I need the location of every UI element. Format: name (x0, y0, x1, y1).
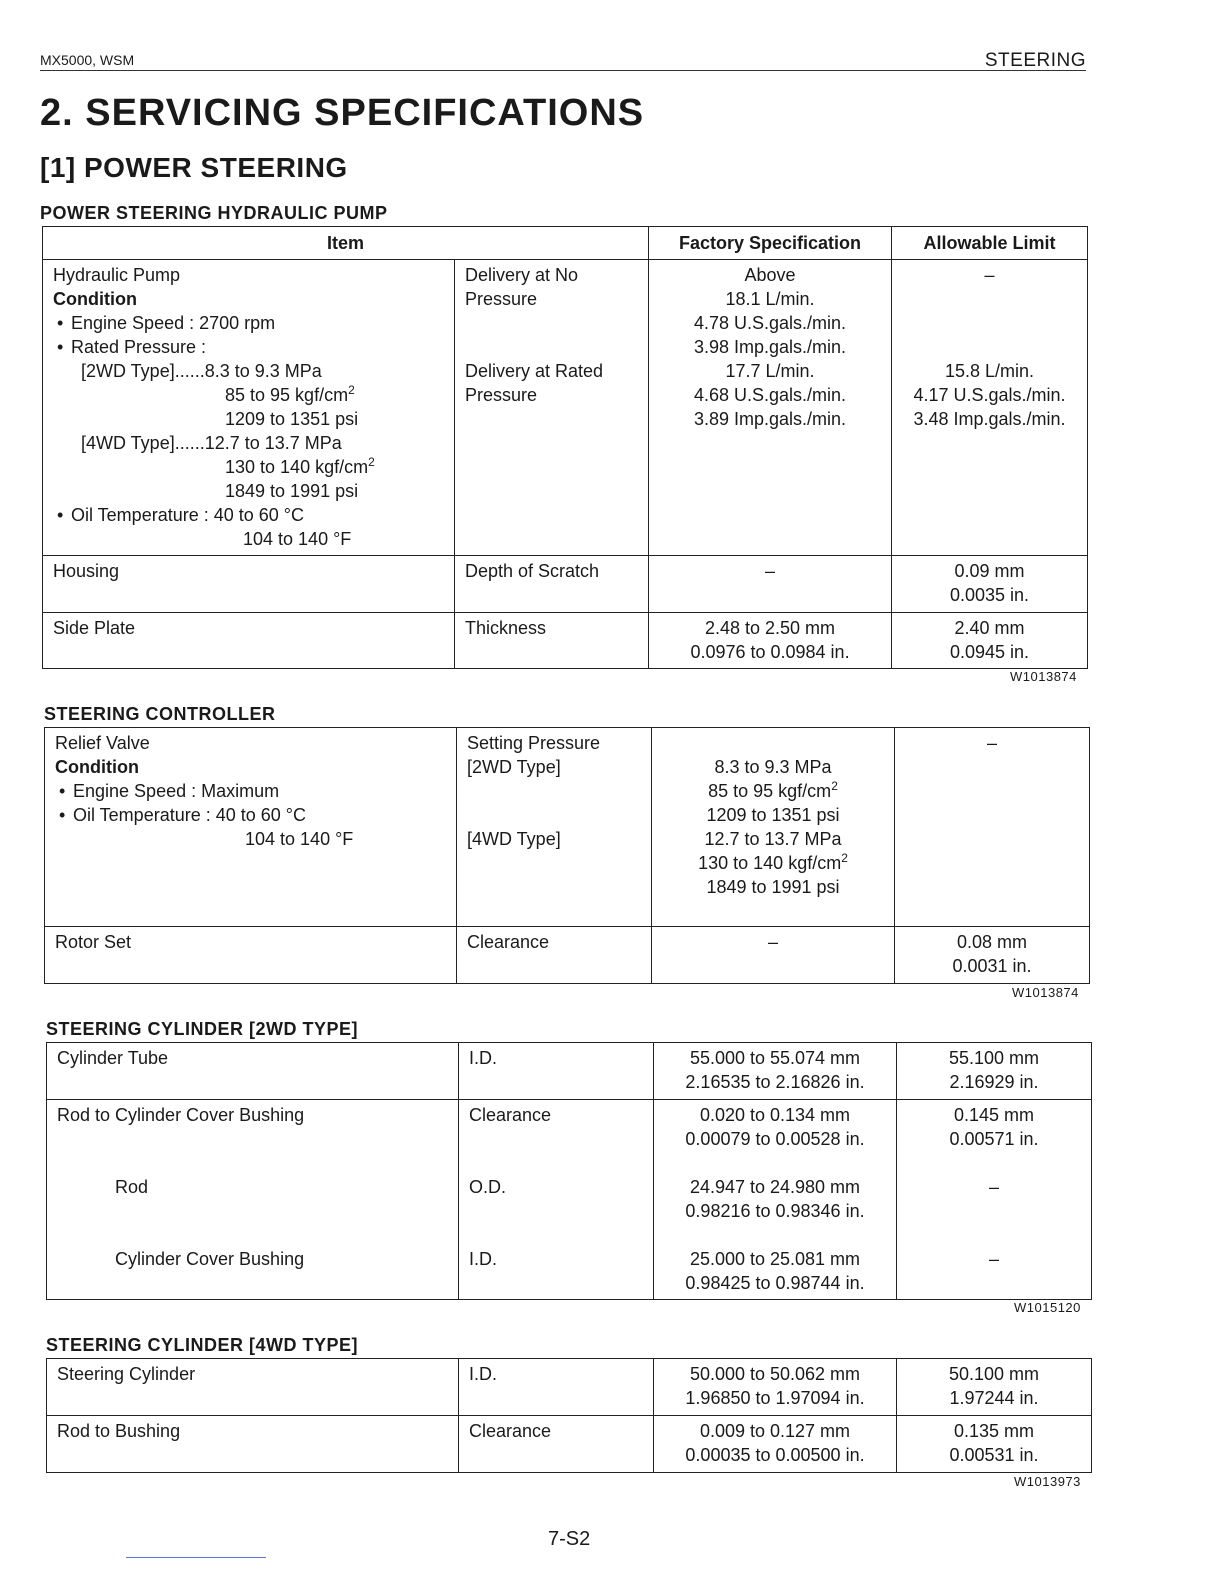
doc-code: W1015120 (1014, 1300, 1081, 1315)
pump-factory-cell: Above 18.1 L/min. 4.78 U.S.gals./min. 3.98 Imp.gals./min. 17.7 L/min. 4.68 U.S.gals./min. 3.89 Imp.gals./min. (649, 260, 892, 556)
col-header-limit: Allowable Limit (892, 227, 1088, 260)
pump-spec-table (42, 226, 1088, 669)
controller-spec-table (44, 727, 1090, 984)
controller-heading: STEERING CONTROLLER (44, 704, 276, 724)
footer-link-line (126, 1557, 266, 1558)
cyl4wd-spec-table (46, 1358, 1092, 1473)
doc-code: W1013874 (1012, 985, 1079, 1000)
table-row: Steering Cylinder I.D. 50.000 to 50.062 mm 1.96850 to 1.97094 in. 50.100 mm 1.97244 in. (47, 1359, 1092, 1416)
pump-item-cell: Hydraulic Pump Condition • Engine Speed : 2700 rpm • Rated Pressure : [2WD Type]......8.3 to 9.3 MPa 85 to 95 kgf/$cm^2$ 1209 to 1351 psi [4WD Type]......12.7 to 13.7 MPa 130 to 140 kgf/$cm^2$ 1849 to 1991 psi • Oil Temperature : 40 to 60 °C 104 to 140 °F (43, 260, 455, 556)
table-row: Rod to Bushing Clearance 0.009 to 0.127 mm 0.00035 to 0.00500 in. 0.135 mm 0.00531 in. (47, 1416, 1092, 1473)
cyl2wd-heading: STEERING CYLINDER [2WD TYPE] (46, 1019, 359, 1039)
table-row: Housing Depth of Scratch – 0.09 mm 0.0035 in. (43, 556, 1088, 613)
pump-limit-cell: – 15.8 L/min. 4.17 U.S.gals./min. 3.48 Imp.gals./min. (892, 260, 1088, 556)
pump-sub-cell: Delivery at No Pressure Delivery at Rated Pressure (455, 260, 649, 556)
header-manual-code: MX5000, WSM (40, 52, 135, 68)
table-row: Rod to Cylinder Cover Bushing Rod Cylinder Cover Bushing Clearance O.D. I.D. 0.020 to 0.134 mm 0.00079 to 0.00528 in. 24.947 to 24.980 mm 0.98216 to 0.98346 in. 25.000 to 25.081 mm 0.98425 to 0.98744 in. 0.145 mm 0.00571 in. – – (47, 1100, 1092, 1300)
cyl2wd-spec-table (46, 1042, 1092, 1300)
header-rule (40, 70, 1086, 71)
table-row: Cylinder Tube I.D. 55.000 to 55.074 mm 2.16535 to 2.16826 in. 55.100 mm 2.16929 in. (47, 1043, 1092, 1100)
table-row: Relief Valve Condition • Engine Speed : Maximum • Oil Temperature : 40 to 60 °C 104 to 140 °F Setting Pressure [2WD Type] [4WD Type] 8.3 to 9.3 MPa 85 to 95 kgf/$cm^2$ 1209 to 1351 psi 12.7 to 13.7 MPa 130 to 140 kgf/$cm^2$ 1849 to 1991 psi – (45, 728, 1090, 927)
page-number: 7-S2 (548, 1528, 591, 1550)
pump-heading: POWER STEERING HYDRAULIC PUMP (40, 203, 388, 223)
doc-code: W1013973 (1014, 1474, 1081, 1489)
table-row: Rotor Set Clearance – 0.08 mm 0.0031 in. (45, 927, 1090, 984)
col-header-item: Item (43, 227, 649, 260)
table-row: Side Plate Thickness 2.48 to 2.50 mm 0.0976 to 0.0984 in. 2.40 mm 0.0945 in. (43, 613, 1088, 669)
col-header-factory: Factory Specification (649, 227, 892, 260)
page-title: 2. SERVICING SPECIFICATIONS (40, 92, 645, 134)
header-section-title: STEERING (984, 50, 1086, 71)
cyl4wd-heading: STEERING CYLINDER [4WD TYPE] (46, 1335, 359, 1355)
doc-code: W1013874 (1010, 669, 1077, 684)
table-row (43, 260, 1088, 556)
section-title: [1] POWER STEERING (40, 152, 348, 183)
